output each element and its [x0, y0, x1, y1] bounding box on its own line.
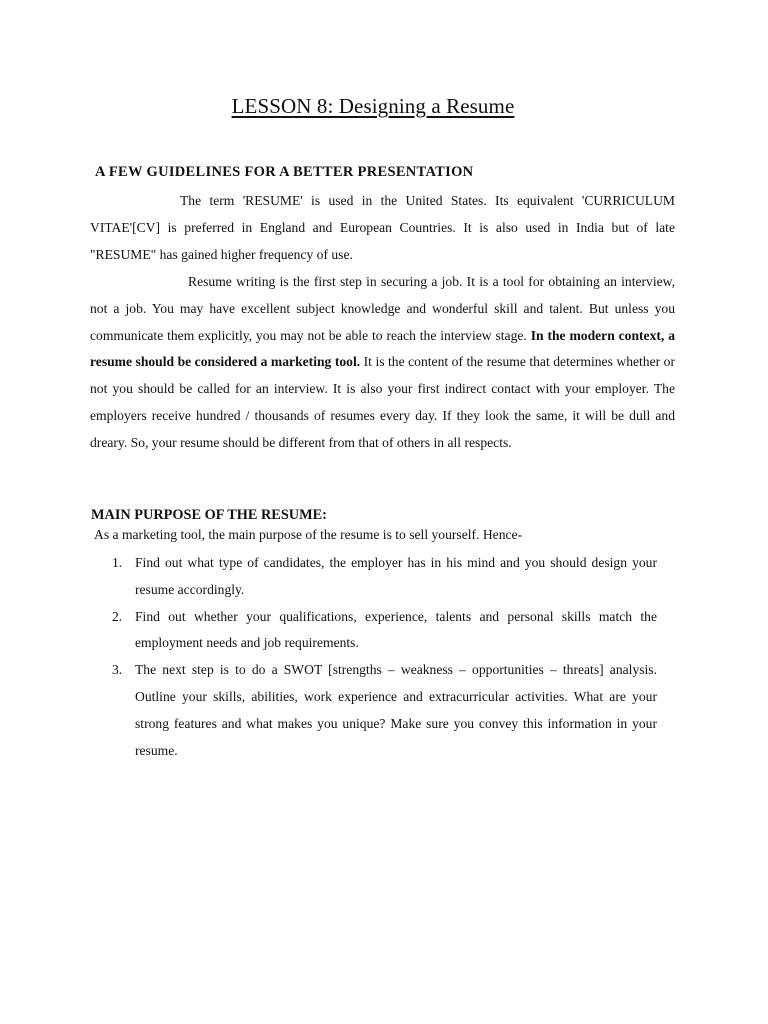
- page-title: LESSON 8: Designing a Resume: [231, 94, 515, 118]
- list-item: [112, 604, 657, 658]
- list-item-text: Find out what type of candidates, the employer has in his mind and you should design your resume accordingly.: [135, 555, 657, 597]
- purpose-list: [112, 550, 657, 764]
- paragraph-resume-writing: [90, 269, 675, 457]
- section-intro: As a marketing tool, the main purpose of the resume is to sell yourself. Hence-: [94, 527, 523, 542]
- list-item: [112, 657, 657, 764]
- list-number: 2.: [112, 608, 123, 624]
- paragraph-bold-text: In the modern context, a resume should be considered a marketing tool.: [90, 327, 675, 370]
- paragraph-resume-term: The term 'RESUME' is used in the United States. Its equivalent 'CURRICULUM VITAE'[CV] is preferred in England and European Countries. It is also used in India but of late "RESUME" has gained higher frequency of use.: [90, 193, 675, 262]
- paragraph-text: It is the content of the resume that determines whether or not you should be called for an interview. It is also your first indirect contact with your employer. The employers receive hundred / thousands of resumes every day. If they look the same, it will be dull and dreary. So, your resume should be different from that of others in all respects.: [90, 354, 675, 450]
- paragraph-text: Resume writing is the first step in securing a job. It is a tool for obtaining an interview, not a job. You may have excellent subject knowledge and wonderful skill and talent. But unless you communicate them explicitly, you may not be able to reach the interview stage.: [90, 274, 675, 343]
- list-item-text: The next step is to do a SWOT [strengths – weakness – opportunities – threats] analysis. Outline your skills, abilities, work experience and extracurricular activities. What are your strong features and what makes you unique? Make sure you convey this information in your resume.: [135, 662, 657, 758]
- section-heading-purpose: MAIN PURPOSE OF THE RESUME:: [91, 507, 327, 523]
- list-number: 3.: [112, 662, 123, 678]
- section-heading-guidelines: A FEW GUIDELINES FOR A BETTER PRESENTATION: [95, 164, 474, 180]
- list-number: 1.: [112, 555, 123, 570]
- list-item-text: Find out whether your qualifications, experience, talents and personal skills match the employment needs and job requirements.: [135, 608, 657, 651]
- list-item: [112, 550, 657, 604]
